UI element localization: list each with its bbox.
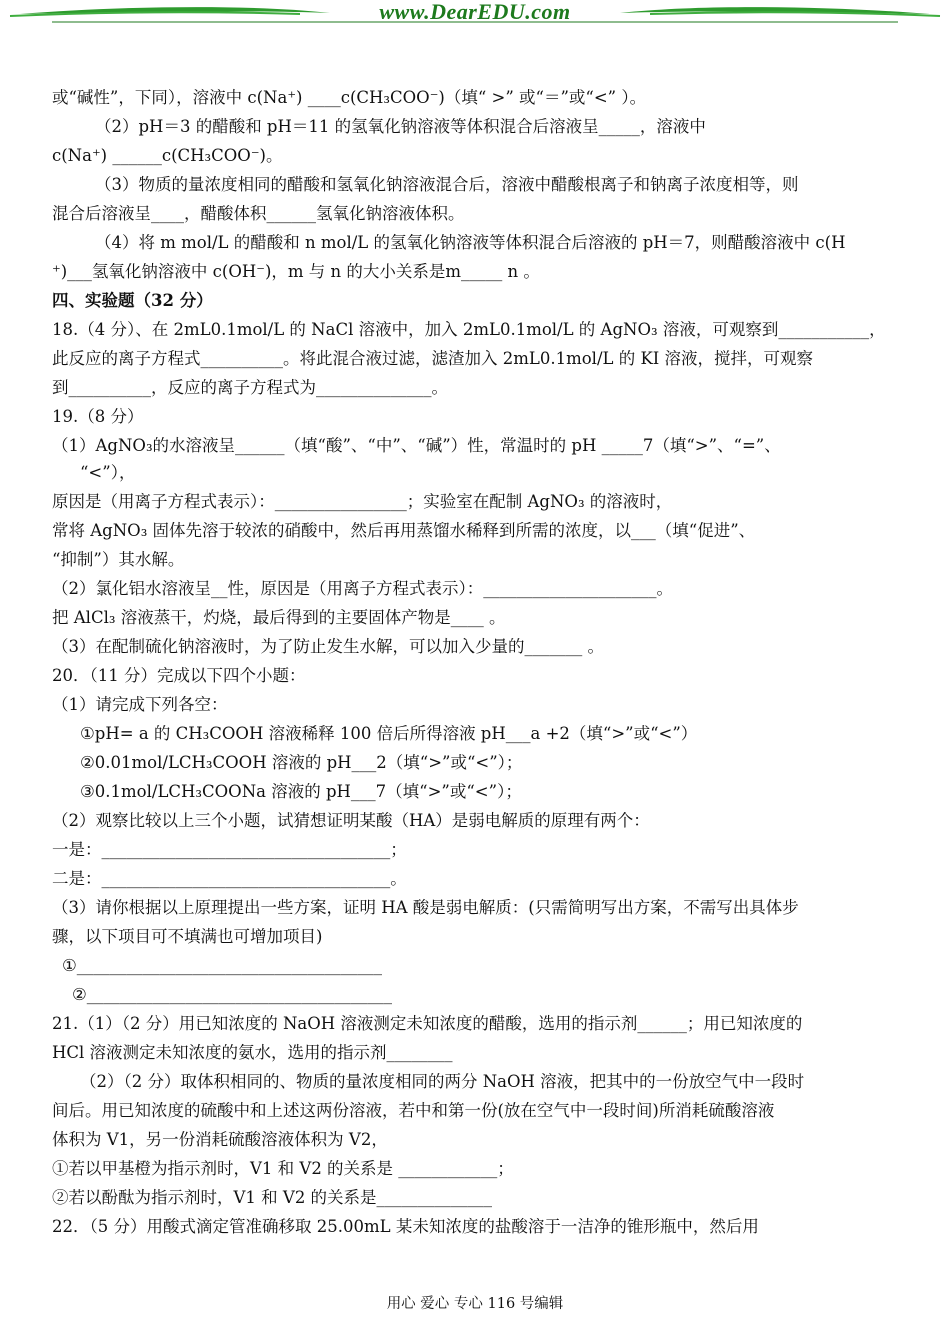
text-line: 骤，以下项目可不填满也可增加项目) xyxy=(52,927,323,946)
site-url: www.DearEDU.com xyxy=(379,0,571,24)
text-line: 常将 AgNO₃ 固体先溶于较浓的硝酸中，然后再用蒸馏水稀释到所需的浓度，以___（填“促进”、 xyxy=(52,521,756,540)
text-line: （2）pH＝3 的醋酸和 pH＝11 的氢氧化钠溶液等体积混合后溶液呈_____，溶液中 xyxy=(95,117,706,136)
page-footer: 用心 爱心 专心 116 号编辑 xyxy=(386,1296,564,1312)
text-line: “<”）， xyxy=(80,463,136,482)
text-line: （2）（2 分）取体积相同的、物质的量浓度相同的两分 NaOH 溶液，把其中的一份放空气中一段时 xyxy=(80,1072,805,1091)
text-line: 20．（11 分）完成以下四个小题： xyxy=(52,666,306,685)
text-line: c(Na⁺) ______c(CH₃COO⁻)。 xyxy=(52,146,283,165)
text-line: 原因是（用离子方程式表示）：________________；实验室在配制 AgNO₃ 的溶液时， xyxy=(52,492,673,511)
text-line: ⁺)___氢氧化钠溶液中 c(OH⁻)，m 与 n 的大小关系是m_____ n 。 xyxy=(52,262,540,281)
text-line: （1）AgNO₃的水溶液呈______（填“酸”、“中”、“碱”）性，常温时的 pH _____7（填“>”、“=”、 xyxy=(52,436,781,455)
text-line: 19.（8 分） xyxy=(52,407,144,426)
text-line: （3）物质的量浓度相同的醋酸和氢氧化钠溶液混合后，溶液中醋酸根离子和钠离子浓度相等，则 xyxy=(95,175,799,194)
text-line: （2）氯化铝水溶液呈__性，原因是（用离子方程式表示）：_____________________。 xyxy=(52,579,673,598)
header-banner xyxy=(0,0,950,30)
text-line: 混合后溶液呈____，醋酸体积______氢氧化钠溶液体积。 xyxy=(52,204,465,223)
text-line: 体积为 V1，另一份消耗硫酸溶液体积为 V2， xyxy=(52,1130,388,1149)
text-line: ①_____________________________________ xyxy=(62,956,383,975)
text-line: （4）将 m mol/L 的醋酸和 n mol/L 的氢氧化钠溶液等体积混合后溶液的 pH＝7，则醋酸溶液中 c(H xyxy=(95,233,846,252)
text-line: 一是：___________________________________； xyxy=(52,840,407,859)
text-line: 18.（4 分）、在 2mL0.1mol/L 的 NaCl 溶液中，加入 2mL0.1mol/L 的 AgNO₃ 溶液，可观察到___________， xyxy=(52,320,886,339)
text-line: （1）请完成下列各空： xyxy=(52,695,228,714)
text-line: 22．（5 分）用酸式滴定管准确移取 25.00mL 某未知浓度的盐酸溶于一洁净的锥形瓶中，然后用 xyxy=(52,1217,759,1236)
text-line: ②_____________________________________ xyxy=(72,985,393,1004)
text-line: 把 AlCl₃ 溶液蒸干，灼烧，最后得到的主要固体产物是____ 。 xyxy=(52,608,506,627)
text-line: 或“碱性”，下同），溶液中 c(Na⁺) ____c(CH₃COO⁻)（填“ >” 或“＝”或“<” ）。 xyxy=(52,88,647,107)
text-line: ③0.1mol/LCH₃COONa 溶液的 pH___7（填“>”或“<”）； xyxy=(80,782,522,801)
text-line: （3）请你根据以上原理提出一些方案，证明 HA 酸是弱电解质：(只需简明写出方案，不需写出具体步 xyxy=(52,898,799,917)
text-line: ①pH= a 的 CH₃COOH 溶液稀释 100 倍后所得溶液 pH___a +2（填“>”或“<”） xyxy=(80,724,698,743)
text-line: （3）在配制硫化钠溶液时，为了防止发生水解，可以加入少量的_______ 。 xyxy=(52,637,604,656)
text-line: 此反应的离子方程式__________。将此混合液过滤，滤渣加入 2mL0.1mol/L 的 KI 溶液，搅拌，可观察 xyxy=(52,349,814,368)
text-line: 间后。用已知浓度的硫酸中和上述这两份溶液，若中和第一份(放在空气中一段时间)所消耗硫酸溶液 xyxy=(52,1101,775,1120)
text-line: ①若以甲基橙为指示剂时，V1 和 V2 的关系是 ____________； xyxy=(52,1159,514,1178)
text-line: ②若以酚酞为指示剂时，V1 和 V2 的关系是______________ xyxy=(52,1188,493,1207)
text-line: 21.（1）（2 分）用已知浓度的 NaOH 溶液测定未知浓度的醋酸，选用的指示剂______；用已知浓度的 xyxy=(52,1014,803,1033)
text-line: ②0.01mol/LCH₃COOH 溶液的 pH___2（填“>”或“<”）； xyxy=(80,753,523,772)
text-line: HCl 溶液测定未知浓度的氨水，选用的指示剂________ xyxy=(52,1043,453,1062)
section-heading: 四、实验题（32 分） xyxy=(52,291,213,310)
text-line: 二是：___________________________________。 xyxy=(52,869,407,888)
text-line: （2）观察比较以上三个小题，试猜想证明某酸（HA）是弱电解质的原理有两个： xyxy=(52,811,650,830)
text-line: “抑制”）其水解。 xyxy=(52,550,185,569)
text-line: 到__________，反应的离子方程式为______________。 xyxy=(52,378,448,397)
